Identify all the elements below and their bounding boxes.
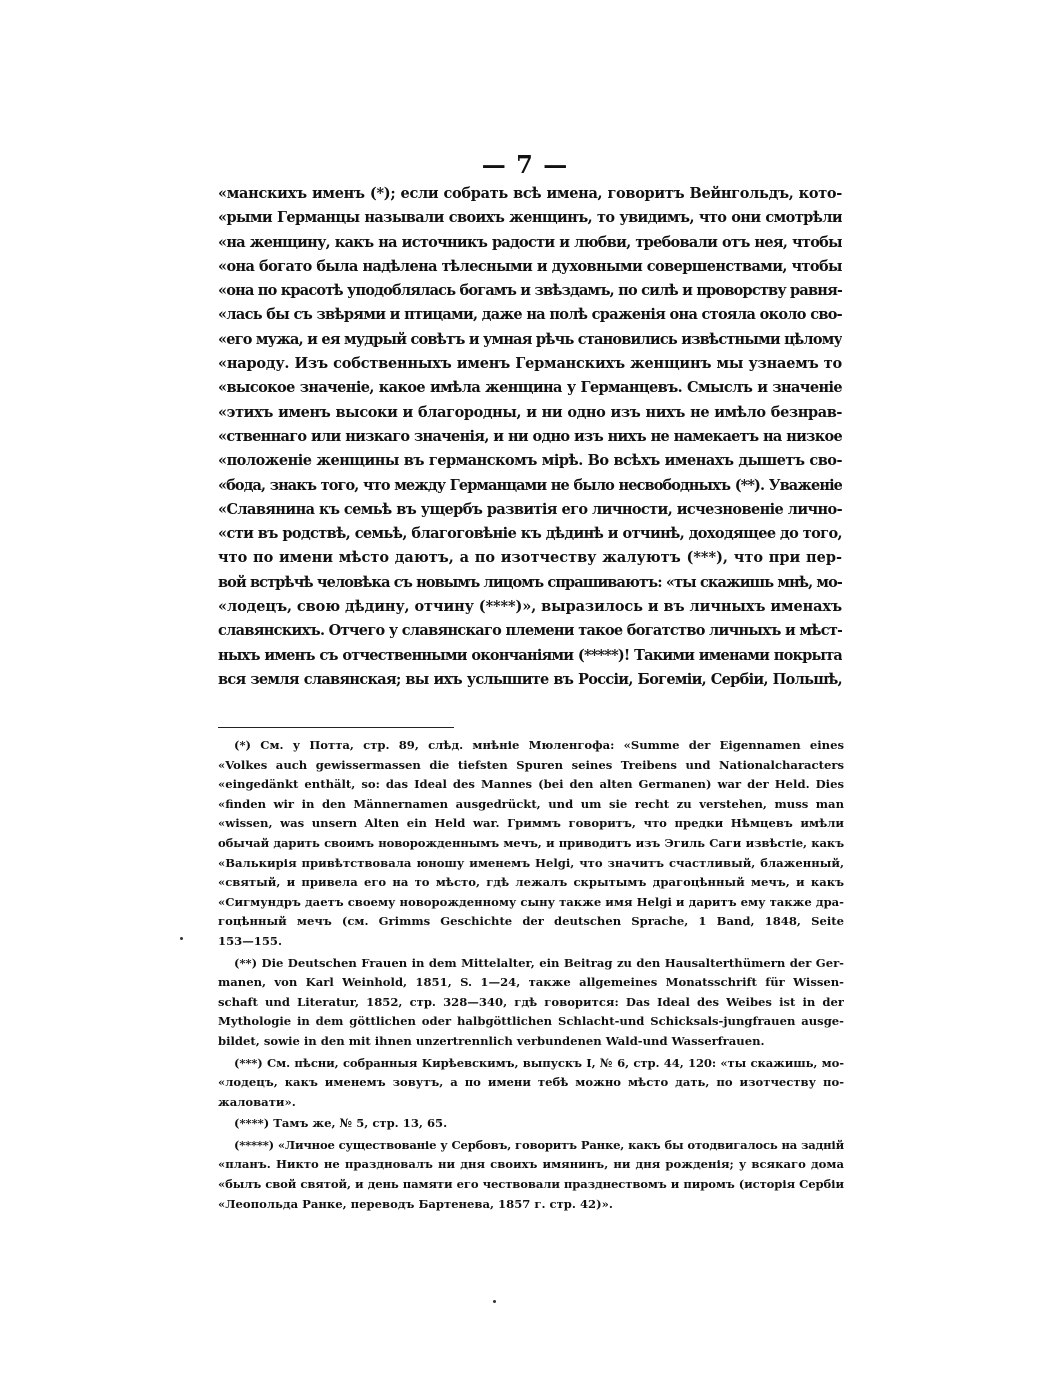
- footnote-line: «Леопольда Ранке, переводъ Бартенева, 1857 г. стр. 42)».: [218, 1196, 613, 1211]
- text-line: «она богато была надѣлена тѣлесными и духовными совершенствами, чтобы: [218, 257, 842, 275]
- footnote-line: «Volkes auch gewissermassen die tiefsten Spuren seines Treibens und Nationalcharacters: [218, 757, 844, 772]
- text-line: славянскихъ. Отчего у славянскаго племени такое богатство личныхъ и мѣст-: [218, 622, 842, 640]
- footnote-line: «Валькирія привѣтствовала юношу именемъ Helgi, что значитъ счастливый, блаженный,: [218, 855, 844, 870]
- text-line: «положеніе женщины въ германскомъ мірѣ. Во всѣхъ именахъ дышетъ сво-: [218, 452, 842, 470]
- footnote-1: [218, 736, 844, 952]
- footnote-line: «святый, и привела его на то мѣсто, гдѣ лежалъ скрытымъ драгоцѣнный мечъ, и какъ: [218, 875, 844, 890]
- footnote-line: «finden wir in den Männernamen ausgedrückt, und um sie recht zu verstehen, muss man: [218, 796, 844, 811]
- footnote-line: schaft und Literatur, 1852, стр. 328—340, гдѣ говорится: Das Ideal des Weibes ist in der: [218, 994, 844, 1009]
- footnote-line: (**) Die Deutschen Frauen in dem Mittelalter, ein Beitrag zu den Hausalterthümern der Ger-: [234, 955, 844, 970]
- footnotes: [218, 736, 844, 1216]
- text-line: ныхъ именъ съ отчественными окончаніями (*****)! Такими именами покрыта: [218, 646, 842, 664]
- text-line: вся земля славянская; вы ихъ услышите въ Россіи, Богеміи, Сербіи, Польшѣ,: [218, 670, 842, 688]
- footnote-5: [218, 1136, 844, 1214]
- footnote-line: (*) См. у Потта, стр. 89, слѣд. мнѣніе Мюленгофа: «Summe der Eigennamen eines: [234, 738, 844, 752]
- footnote-line: обычай дарить своимъ новорожденнымъ мечъ, и приводитъ изъ Эгиль Саги извѣстіе, какъ: [218, 835, 844, 850]
- text-line: что по имени мѣсто даютъ, а по изотчеству жалуютъ (***), что при пер-: [218, 549, 842, 567]
- footnote-line: (****) Тамъ же, № 5, стр. 13, 65.: [234, 1116, 448, 1131]
- text-line: «манскихъ именъ (*); если собрать всѣ имена, говоритъ Вейнгольдъ, кото-: [218, 185, 842, 202]
- print-speck: [180, 937, 183, 940]
- text-line: «лодецъ, свою дѣдину, отчину (****)», выразилось и въ личныхъ именахъ: [218, 598, 842, 616]
- footnote-divider: [218, 727, 454, 728]
- footnote-2: [218, 954, 844, 1052]
- text-line: «лась бы съ звѣрями и птицами, даже на полѣ сраженія она стояла около сво-: [218, 306, 842, 324]
- footnote-line: «планъ. Никто не праздновалъ ни дня своихъ имянинъ, ни дня рожденія; у всякаго дома: [218, 1157, 844, 1172]
- text-line: «бода, знакъ того, что между Германцами не было несвободныхъ (**). Уваженіе: [218, 476, 842, 494]
- footnote-4: [218, 1114, 844, 1134]
- footnote-line: «лодецъ, какъ именемъ зовутъ, а по имени тебѣ можно мѣсто дать, по изотчеству по-: [218, 1075, 844, 1090]
- footnote-line: «Сигмундръ даетъ своему новорожденному сыну также имя Helgi и даритъ ему также дра-: [218, 894, 844, 909]
- main-text: [218, 182, 842, 692]
- footnote-line: гоцѣнный мечъ (см. Grimms Geschichte der deutschen Sprache, 1 Band, 1848, Seite: [218, 914, 844, 929]
- text-line: «его мужа, и ея мудрый совѣтъ и умная рѣчь становились извѣстными цѣлому: [218, 330, 842, 348]
- text-line: «ственнаго или низкаго значенія, и ни одно изъ нихъ не намекаетъ на низкое: [218, 427, 842, 445]
- text-line: «рыми Германцы называли своихъ женщинъ, то увидимъ, что они смотрѣли: [218, 209, 842, 227]
- footnote-line: manen, von Karl Weinhold, 1851, S. 1—24, также allgemeines Monatsschrift für Wissen-: [218, 975, 844, 990]
- footnote-line: (***) См. пѣсни, собранныя Кирѣевскимъ, выпускъ I, № 6, стр. 44, 120: «ты скажишь, мо-: [234, 1055, 844, 1070]
- footnote-line: жаловати».: [218, 1094, 296, 1109]
- text-line: «она по красотѣ уподоблялась богамъ и звѣздамъ, по силѣ и проворству равня-: [218, 282, 842, 300]
- text-line: «высокое значеніе, какое имѣла женщина у Германцевъ. Смыслъ и значеніе: [218, 379, 842, 397]
- text-line: «этихъ именъ высоки и благородны, и ни одно изъ нихъ не имѣло безнрав-: [218, 403, 842, 421]
- print-speck: [493, 1300, 496, 1303]
- text-line: «сти въ родствѣ, семьѣ, благоговѣніе къ дѣдинѣ и отчинѣ, доходящее до того,: [218, 525, 842, 543]
- page-number: — 7 —: [481, 150, 569, 179]
- footnote-line: Mythologie in dem göttlichen oder halbgöttlichen Schlacht-und Schicksals-jungfrauen ausge-: [218, 1014, 844, 1029]
- footnote-line: «былъ свой святой, и день памяти его чествовали празднествомъ и пиромъ (исторія Сербіи: [218, 1177, 844, 1192]
- text-line: «народу. Изъ собственныхъ именъ Германскихъ женщинъ мы узнаемъ то: [218, 355, 842, 373]
- footnote-line: 153—155.: [218, 933, 283, 948]
- text-line: вой встрѣчѣ человѣка съ новымъ лицомъ спрашиваютъ: «ты скажишь мнѣ, мо-: [218, 573, 842, 591]
- text-line: «на женщину, какъ на источникъ радости и любви, требовали отъ нея, чтобы: [218, 233, 842, 251]
- footnote-3: [218, 1054, 844, 1113]
- text-line: «Славянина къ семьѣ въ ущербъ развитія его личности, исчезновеніе лично-: [218, 500, 842, 518]
- footnote-line: «eingedänkt enthält, so: das Ideal des Mannes (bei den alten Germanen) war der Held. Dies: [218, 777, 844, 792]
- footnote-line: bildet, sowie in den mit ihnen unzertrennlich verbundenen Wald-und Wasserfrauen.: [218, 1033, 765, 1048]
- footnote-line: (*****) «Личное существованіе у Сербовъ, говоритъ Ранке, какъ бы отодвигалось на задній: [234, 1137, 844, 1152]
- footnote-line: «wissen, was unsern Alten ein Held war. Гриммъ говоритъ, что предки Нѣмцевъ имѣли: [218, 816, 844, 831]
